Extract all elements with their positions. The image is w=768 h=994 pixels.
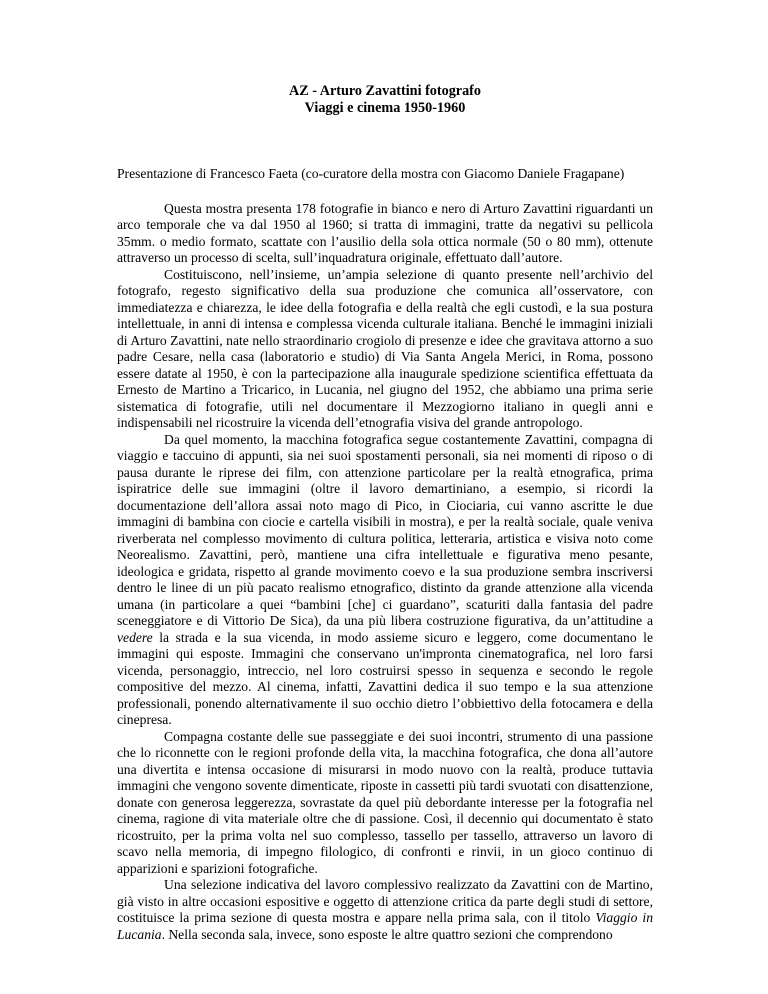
paragraph-5-part-b: . Nella seconda sala, invece, sono esposte le altre quattro sezioni che comprendono [161,926,613,942]
body-text [117,201,653,944]
document-page [117,83,653,943]
presentation-line: Presentazione di Francesco Faeta (co-curatore della mostra con Giacomo Daniele Fragapane) [117,166,625,181]
paragraph-5-emphasis: Viaggio in Lucania [117,910,653,942]
paragraph-5 [117,877,653,943]
paragraph-3-part-a: Da quel momento, la macchina fotografica segue costantemente Zavattini, compagna di viaggio e taccuino di appunti, sia nei suoi spostamenti personali, sia nei momenti di riposo o di pausa durante le riprese dei film, con attenzione particolare per la realtà etnografica, prima ispiratrice delle sue immagini (oltre il lavoro demartiniano, a esempio, si ricordi la documentazione dell’allora assai noto mago di Pico, in Ciociaria, cui vanno ascritte le due immagini di bambina con ciocie e cartella visibili in mostra), e per la realtà sociale, quale veniva riverberata nel complesso movimento di cultura politica, letteraria, artistica e visiva noto come Neorealismo. Zavattini, però, mantiene una cifra intellettuale e figurativa meno pesante, ideologica e gridata, rispetto al grande movimento coevo e la sua produzione sembra inscriversi dentro le linee di un più pacato realismo etnografico, distinto da grande attenzione alla vicenda umana (in particolare a quei “bambini [che] ci guardano”, scaturiti dalla fantasia del padre sceneggiatore e di Vittorio De Sica), da una più libera costruzione figurativa, da un’attitudine a [117,431,653,628]
paragraph-4: Compagna costante delle sue passeggiate e dei suoi incontri, strumento di una passione che lo riconnette con le regioni profonde della vita, la macchina fotografica, che dona all’autore una divertita e intensa occasione di misurarsi in modo nuovo con la realtà, produce tuttavia immagini che vengono sovente dimenticate, riposte in cassetti più tardi svuotati con disattenzione, donate con generosa leggerezza, sovrastate da quel più debordante interesse per la fotografia nel cinema, ragione di vita materiale oltre che di passione. Così, il decennio qui documentato è stato ricostruito, per la prima volta nel suo complesso, tassello per tassello, attraverso un lavoro di scavo nella memoria, di impegno filologico, di confronti e rinvii, in un gioco continuo di apparizioni e sparizioni fotografiche. [117,728,653,876]
paragraph-2: Costituiscono, nell’insieme, un’ampia selezione di quanto presente nell’archivio del fotografo, regesto significativo della sua produzione che comunica all’osservatore, con immediatezza e chiarezza, le idee della fotografia e della realtà che egli custodì, e la sua postura intellettuale, in anni di intensa e complessa vicenda culturale italiana. Benché le immagini iniziali di Arturo Zavattini, nate nello straordinario crogiolo di presenze e idee che gravitava attorno a suo padre Cesare, nella casa (laboratorio e studio) di Via Santa Angela Merici, in Roma, possono essere datate al 1950, è con la partecipazione alla inaugurale spedizione scientifica effettuata da Ernesto de Martino a Tricarico, in Lucania, nel giugno del 1952, che abbiamo una prima serie sistematica di fotografie, utili nel documentare il Mezzogiorno italiano in quegli anni e indispensabili nel ricostruire la vicenda dell’etnografia visiva del grande antropologo. [117,266,653,430]
paragraph-5-part-a: Una selezione indicativa del lavoro complessivo realizzato da Zavattini con de Martino, già visto in altre occasioni espositive e oggetto di attenzione critica da parte degli studi di settore, costituisce la prima sezione di questa mostra e appare nella prima sala, con il titolo [117,877,653,925]
document-title [117,83,653,116]
title-line-2: Viaggi e cinema 1950-1960 [304,99,466,116]
paragraph-1: Questa mostra presenta 178 fotografie in bianco e nero di Arturo Zavattini riguardanti un arco temporale che va dal 1950 al 1960; si tratta di immagini, tratte da negativi su pellicola 35mm. o medio formato, scattate con l’ausilio della sola ottica normale (50 o 80 mm), ottenute attraverso un processo di scelta, sull’inquadratura originale, effettuato dall’autore. [117,200,653,265]
paragraph-3-part-b: la strada e la sua vicenda, in modo assieme sicuro e leggero, come documentano le immagini qui esposte. Immagini che conservano un'impronta cinematografica, nel loro farsi vicenda, personaggio, intreccio, nel loro costruirsi spesso in sequenza e secondo le regole compositive del mezzo. Al cinema, infatti, Zavattini dedica il suo tempo e la sua attenzione professionali, ponendo alternativamente il suo occhio dietro l’obbiettivo della fotocamera e della cinepresa. [117,629,653,727]
title-line-1: AZ - Arturo Zavattini fotografo [288,83,482,99]
paragraph-3 [117,432,653,729]
paragraph-3-emphasis: vedere [117,629,153,645]
